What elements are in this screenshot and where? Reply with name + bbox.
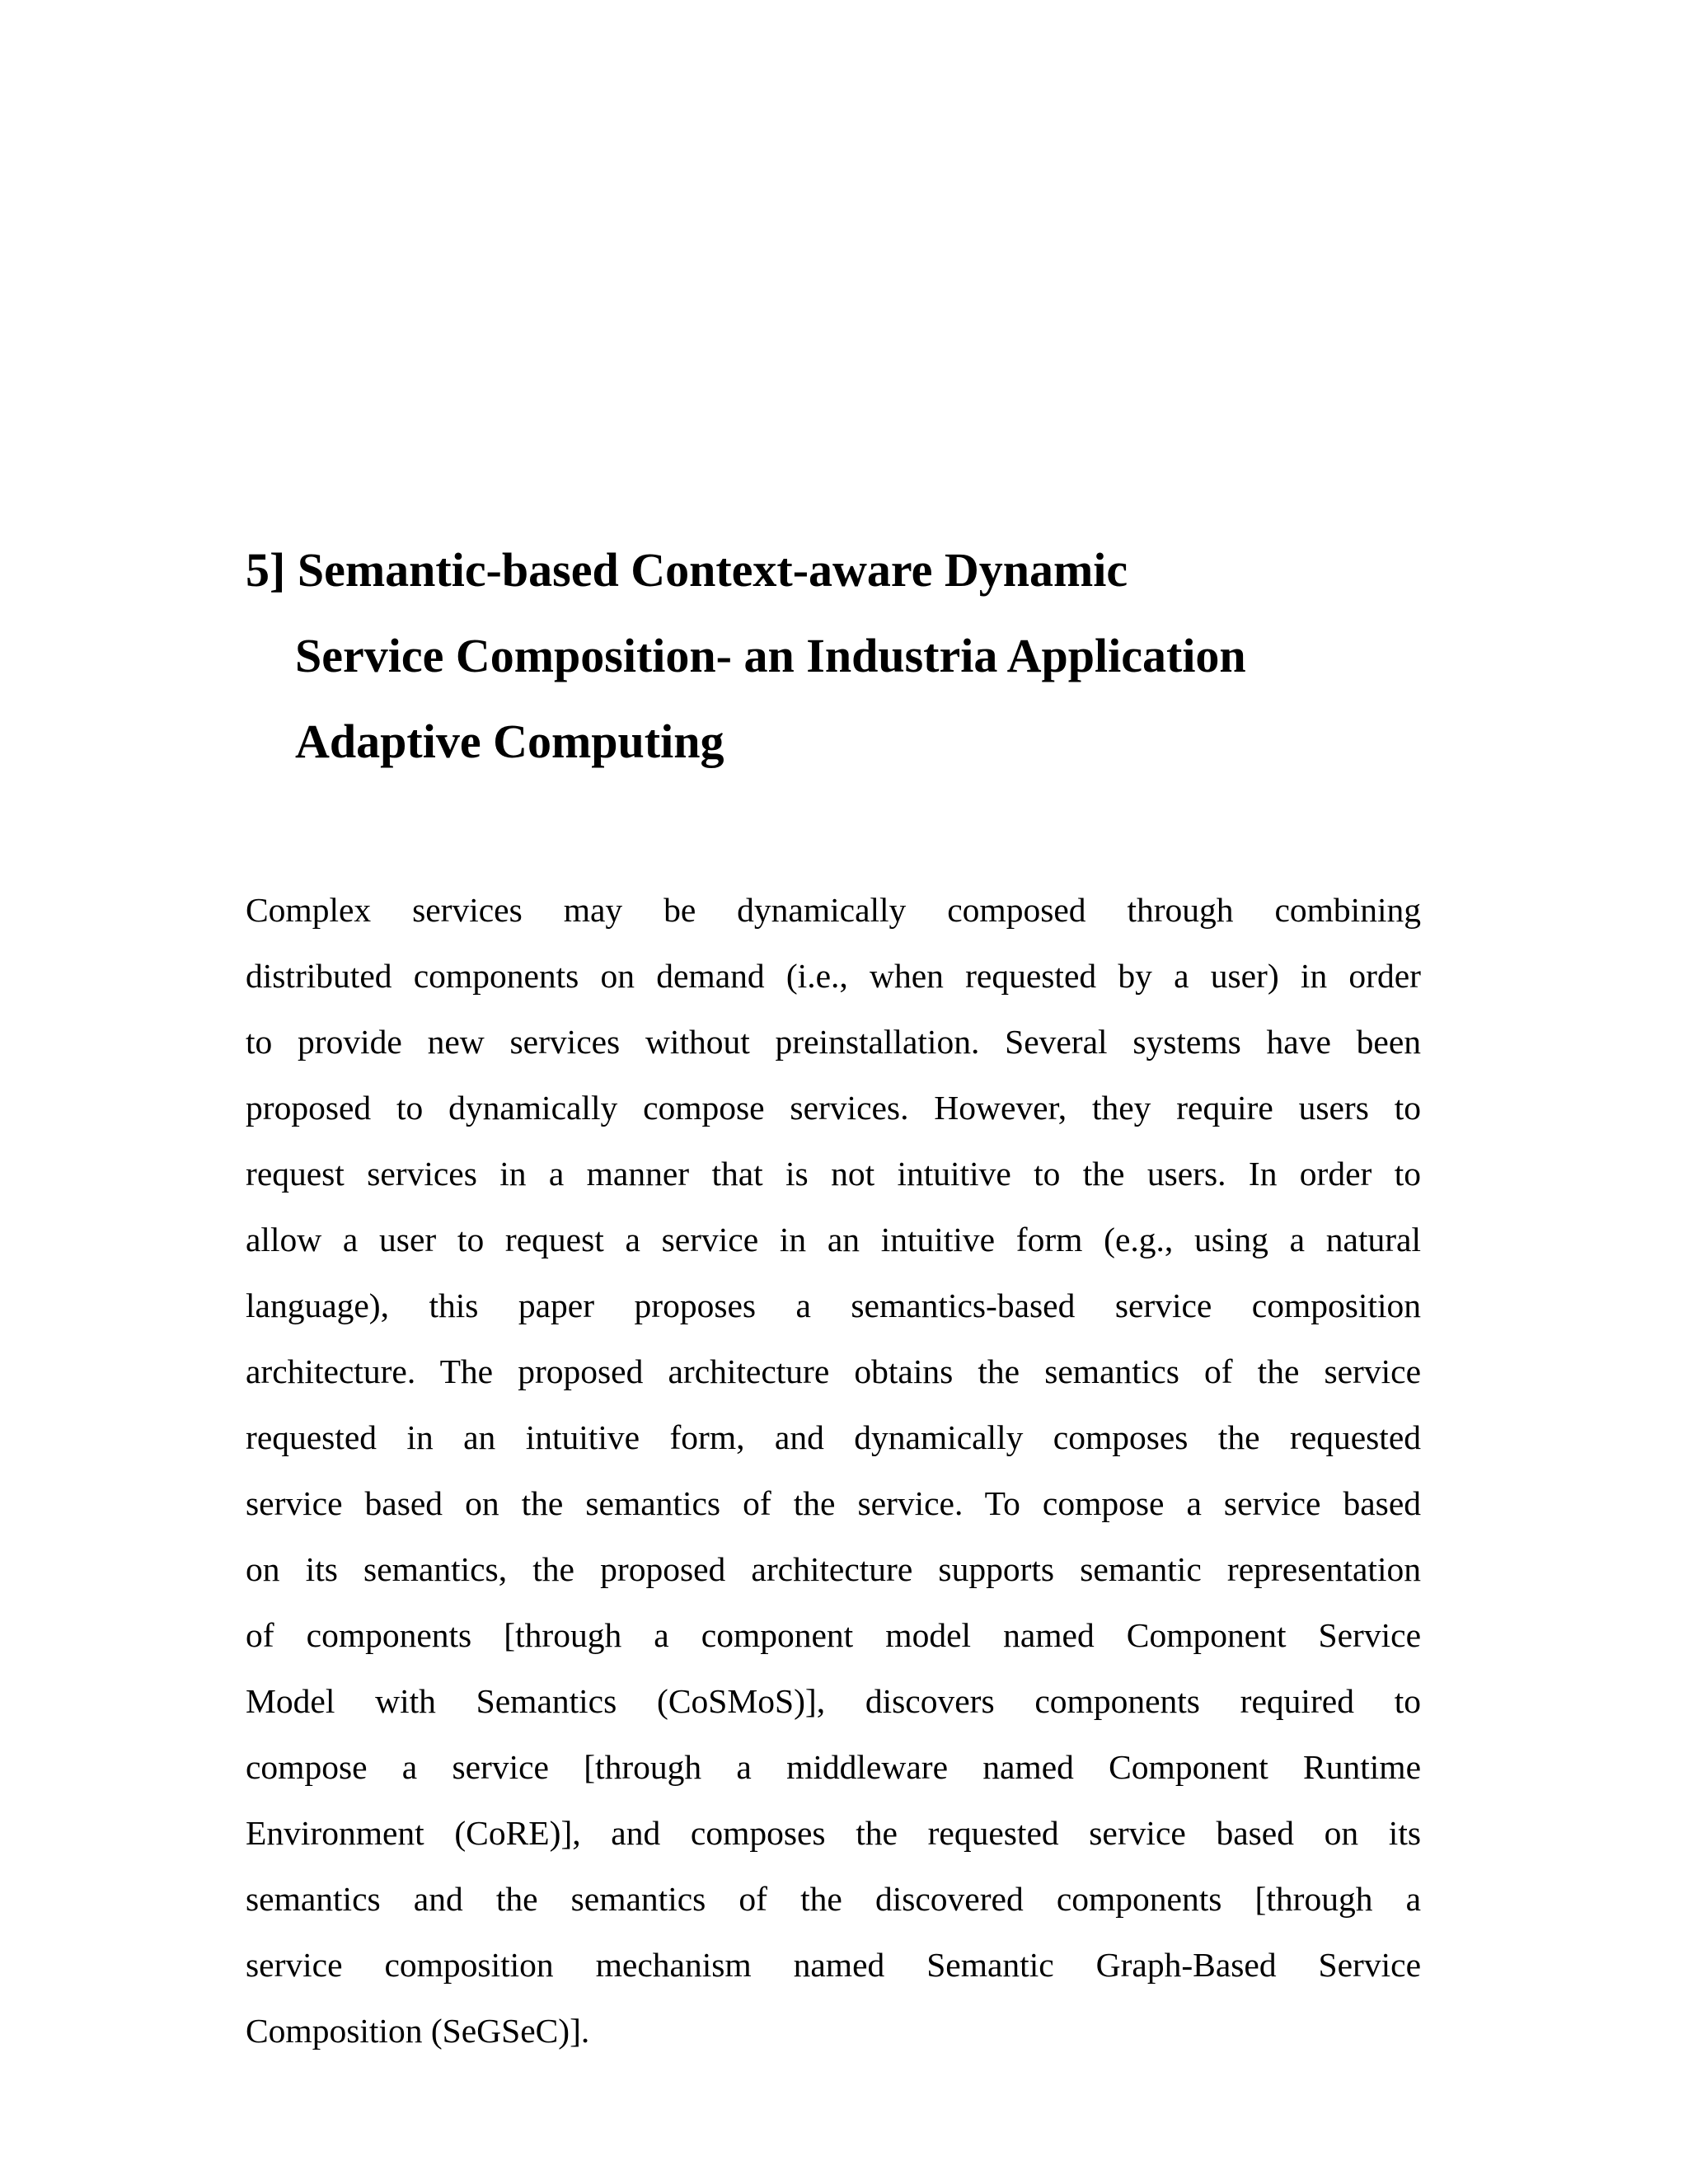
paragraph-line: service based on the semantics of the service. To compose a service based [246,1484,1421,1522]
heading-line-3: Adaptive Computing [295,715,724,768]
paragraph-line-last: Composition (SeGSeC)]. [246,2012,590,2050]
paragraph-line: Complex services may be dynamically composed through combining [246,891,1421,929]
paragraph-line: to provide new services without preinstallation. Several systems have been [246,1023,1421,1061]
paragraph-line: Environment (CoRE)], and composes the requested service based on its [246,1814,1421,1852]
heading-line-2: Service Composition- an Industria Application [295,629,1246,682]
paragraph-line: architecture. The proposed architecture obtains the semantics of the service [246,1352,1421,1390]
paragraph-line: proposed to dynamically compose services. However, they require users to [246,1089,1421,1127]
section-heading [246,527,1441,785]
paragraph-line: requested in an intuitive form, and dynamically composes the requested [246,1418,1421,1456]
paragraph-line: on its semantics, the proposed architecture supports semantic representation [246,1550,1421,1588]
paragraph-line: request services in a manner that is not intuitive to the users. In order to [246,1155,1421,1193]
paragraph-line: semantics and the semantics of the discovered components [through a [246,1880,1421,1918]
paragraph-line: of components [through a component model named Component Service [246,1616,1421,1654]
paragraph-line: distributed components on demand (i.e., when requested by a user) in order [246,957,1421,995]
paragraph-line: compose a service [through a middleware named Component Runtime [246,1748,1421,1786]
paragraph-line: language), this paper proposes a semantics-based service composition [246,1286,1421,1324]
paragraph-line: service composition mechanism named Semantic Graph-Based Service [246,1946,1421,1984]
paragraph-line: allow a user to request a service in an intuitive form (e.g., using a natural [246,1221,1421,1258]
abstract-paragraph [246,877,1421,2064]
paragraph-line: Model with Semantics (CoSMoS)], discovers components required to [246,1682,1421,1720]
heading-line-1: 5] Semantic-based Context-aware Dynamic [246,543,1128,597]
